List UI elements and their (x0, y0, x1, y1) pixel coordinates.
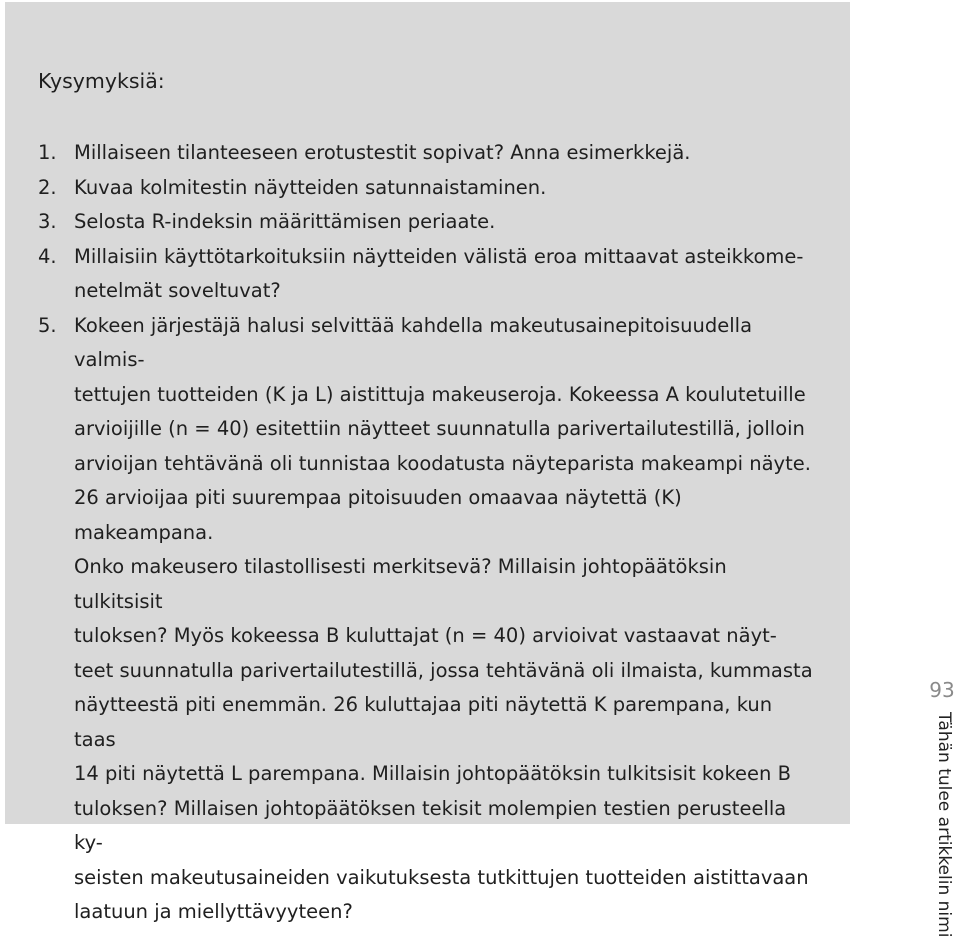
question-line: tuloksen? Myös kokeessa B kuluttajat (n = 40) arvioivat vastaavat näyt- (74, 624, 777, 647)
question-text (74, 171, 818, 206)
question-line: seisten makeutusaineiden vaikutuksesta tutkittujen tuotteiden aistittavaan (74, 865, 809, 889)
question-text (74, 309, 818, 930)
question-text (74, 240, 818, 309)
question-item (38, 136, 818, 171)
question-number: 3. (38, 210, 57, 233)
question-number: 4. (38, 244, 57, 268)
questions-heading: Kysymyksiä: (38, 69, 165, 93)
question-item (38, 240, 818, 309)
question-line: tettujen tuotteiden (K ja L) aistittuja makeuseroja. Kokeessa A koulutetuille (74, 382, 806, 406)
question-item (38, 205, 818, 240)
page-number: 93 (929, 678, 955, 702)
question-line: Millaisiin käyttötarkoituksiin näytteiden välistä eroa mittaavat asteikkome- (74, 244, 804, 268)
question-line: Millaiseen tilanteeseen erotustestit sopivat? Anna esimerkkejä. (74, 141, 691, 164)
question-text (74, 205, 818, 240)
question-line: näytteestä piti enemmän. 26 kuluttajaa piti näytettä K parempana, kun taas (74, 693, 773, 751)
question-item (38, 309, 818, 930)
question-line: arvioijan tehtävänä oli tunnistaa koodatusta näyteparista makeampi näyte. (74, 451, 811, 475)
question-number: 2. (38, 175, 57, 199)
question-line: Kuvaa kolmitestin näytteiden satunnaistaminen. (74, 175, 547, 199)
question-number: 5. (38, 313, 57, 337)
question-line: netelmät soveltuvat? (74, 279, 281, 302)
question-line: 14 piti näytettä L parempana. Millaisin johtopäätöksin tulkitsisit kokeen B (74, 762, 791, 785)
question-item (38, 171, 818, 206)
question-line: teet suunnatulla parivertailutestillä, jossa tehtävänä oli ilmaista, kummasta (74, 658, 813, 682)
question-line: 26 arvioijaa piti suurempaa pitoisuuden omaavaa näytettä (K) makeampana. (74, 486, 682, 544)
question-list (38, 136, 818, 930)
question-line: Selosta R-indeksin määrittämisen periaate. (74, 210, 496, 233)
question-text (74, 136, 818, 171)
question-line: tuloksen? Millaisen johtopäätöksen tekisit molempien testien perusteella ky- (74, 796, 787, 854)
question-line: Kokeen järjestäjä halusi selvittää kahdella makeutusainepitoisuudella valmis- (74, 313, 753, 371)
question-number: 1. (38, 141, 57, 164)
question-line: Onko makeusero tilastollisesti merkitsevä? Millaisin johtopäätöksin tulkitsisit (74, 555, 727, 613)
question-line: arvioijille (n = 40) esitettiin näytteet suunnatulla parivertailutestillä, jolloin (74, 417, 805, 440)
running-title: Tähän tulee artikkelin nimi (934, 712, 954, 937)
question-line: laatuun ja miellyttävyyteen? (74, 900, 353, 923)
